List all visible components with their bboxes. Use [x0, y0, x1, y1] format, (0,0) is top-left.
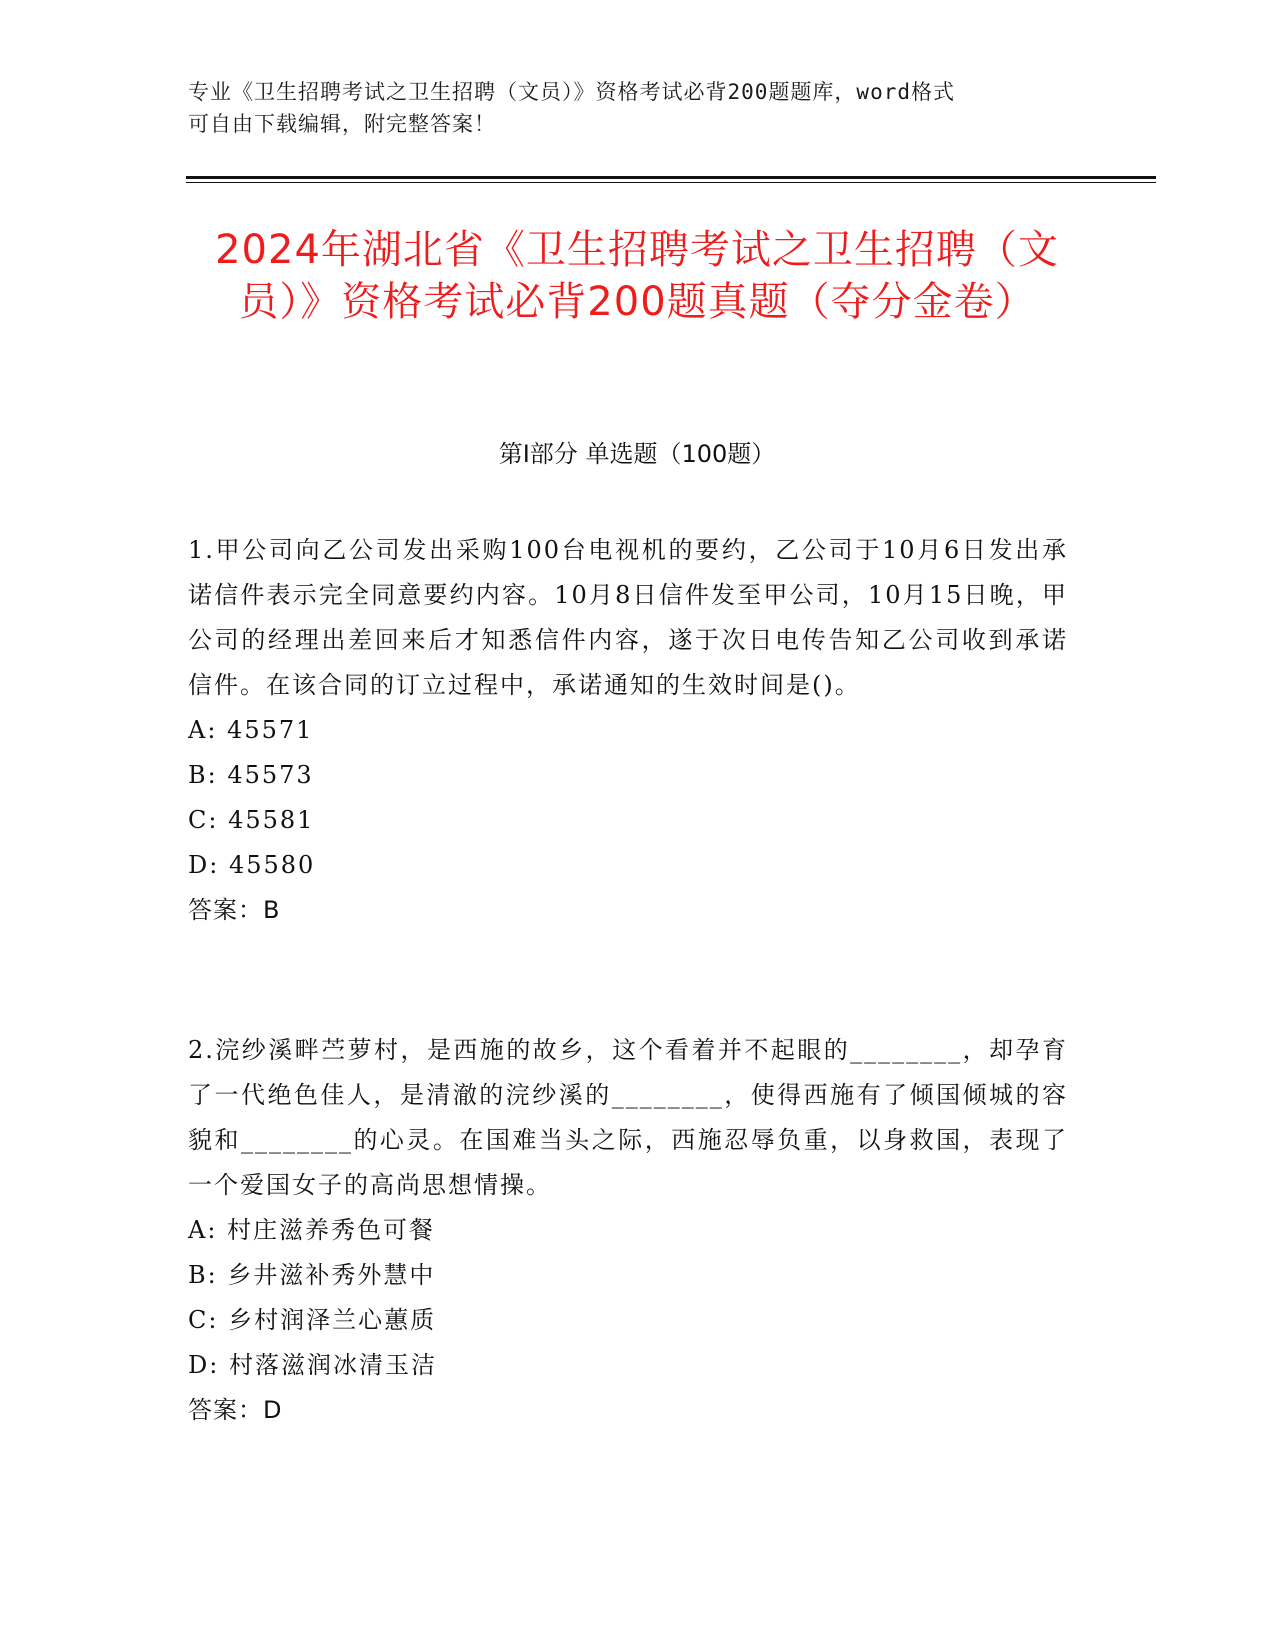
- header-divider-thick: [186, 176, 1156, 179]
- header-note-line-1: 专业《卫生招聘考试之卫生招聘（文员）》资格考试必背200题题库，word格式: [188, 80, 955, 104]
- header-divider-thin: [186, 182, 1156, 183]
- option-d: D: 村落滋润冰清玉洁: [188, 1351, 437, 1379]
- option-c: C: 45581: [188, 806, 315, 834]
- section-title: 第I部分 单选题（100题）: [498, 440, 776, 468]
- document-header-note: [188, 76, 1078, 140]
- answer-line: 答案：B: [188, 896, 281, 924]
- question-stem: 2.浣纱溪畔苎萝村，是西施的故乡，这个看着并不起眼的________，却孕育了一代绝色佳人，是清澈的浣纱溪的________，使得西施有了倾国倾城的容貌和________的心灵。在国难当头之际，西施忍辱负重，以身救国，表现了一个爱国女子的高尚思想情操。: [188, 1036, 1068, 1199]
- answer-line: 答案：D: [188, 1396, 283, 1424]
- question-1: [188, 528, 1068, 933]
- question-2: [188, 1028, 1068, 1433]
- option-b: B: 45573: [188, 761, 314, 789]
- document-title: 2024年湖北省《卫生招聘考试之卫生招聘（文员）》资格考试必背200题真题（夺分金卷）: [215, 227, 1059, 325]
- option-c: C: 乡村润泽兰心蕙质: [188, 1306, 437, 1334]
- option-a: A: 村庄滋养秀色可餐: [188, 1216, 436, 1244]
- option-a: A: 45571: [188, 716, 314, 744]
- header-note-line-2: 可自由下载编辑，附完整答案！: [188, 112, 496, 136]
- option-d: D: 45580: [188, 851, 316, 879]
- question-stem: 1.甲公司向乙公司发出采购100台电视机的要约，乙公司于10月6日发出承诺信件表示完全同意要约内容。10月8日信件发至甲公司，10月15日晚，甲公司的经理出差回来后才知悉信件内容，遂于次日电传告知乙公司收到承诺信件。在该合同的订立过程中，承诺通知的生效时间是()。: [188, 536, 1068, 699]
- option-b: B: 乡井滋补秀外慧中: [188, 1261, 436, 1289]
